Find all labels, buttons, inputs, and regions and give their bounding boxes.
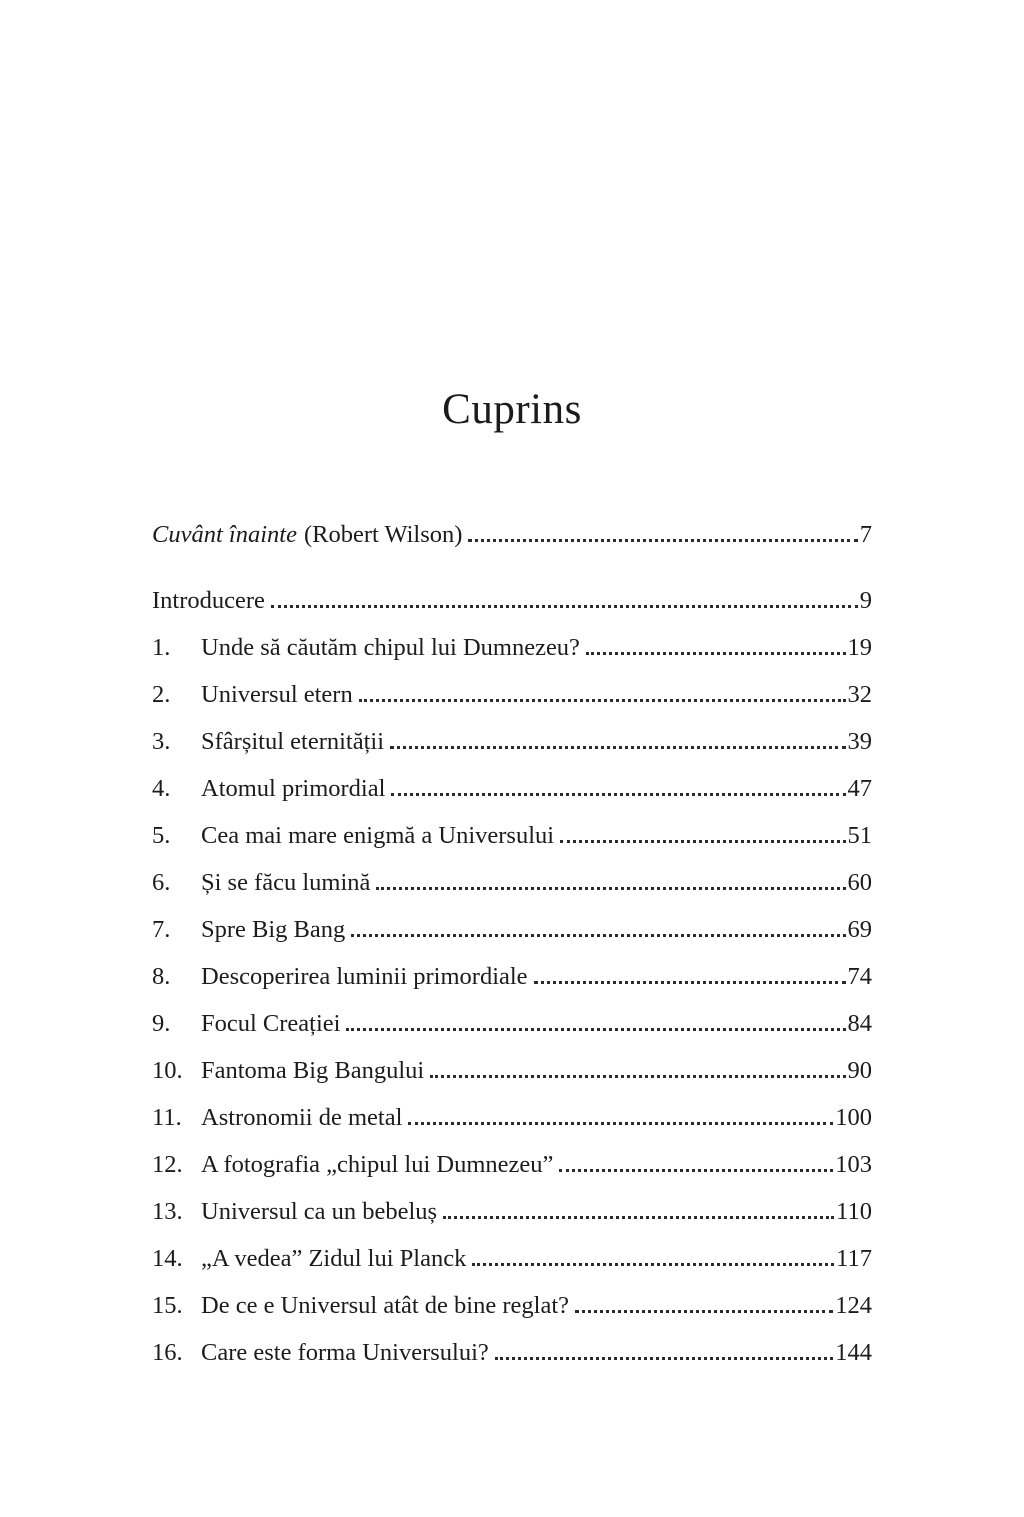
toc-entry <box>152 869 872 896</box>
dot-leader <box>390 746 845 749</box>
dot-leader <box>391 793 845 796</box>
toc-entry-number: 2. <box>152 681 171 709</box>
toc-entry-page: 60 <box>847 869 872 897</box>
toc-entry-page: 117 <box>836 1245 872 1273</box>
toc-entry-page: 39 <box>847 728 872 756</box>
dot-leader <box>559 1169 833 1172</box>
toc-entry <box>152 634 872 661</box>
toc-entry-page: 124 <box>835 1292 872 1320</box>
toc-entry-number: 16. <box>152 1339 183 1367</box>
dot-leader <box>586 652 846 655</box>
dot-leader <box>346 1028 845 1031</box>
toc-entry <box>152 963 872 990</box>
toc-entry-number: 15. <box>152 1292 183 1320</box>
dot-leader <box>443 1216 834 1219</box>
table-of-contents <box>152 521 872 1366</box>
toc-entry-label: Focul Creației <box>201 1010 341 1038</box>
dot-leader <box>575 1310 833 1313</box>
toc-entry-label: Cea mai mare enigmă a Universului <box>201 822 555 850</box>
toc-entry-page: 19 <box>847 634 872 662</box>
toc-entry-page: 90 <box>847 1057 872 1085</box>
dot-leader <box>351 934 845 937</box>
toc-entry-label: Și se făcu lumină <box>201 869 371 897</box>
toc-entry <box>152 775 872 802</box>
toc-entry-number: 7. <box>152 916 171 944</box>
dot-leader <box>472 1263 834 1266</box>
toc-entry <box>152 1198 872 1225</box>
toc-list <box>152 587 872 1366</box>
toc-entry-label: Atomul primordial <box>201 775 386 803</box>
toc-entry-page: 103 <box>835 1151 872 1179</box>
toc-entry <box>152 1151 872 1178</box>
page-title: Cuprins <box>442 386 582 433</box>
toc-entry-number: 3. <box>152 728 171 756</box>
toc-entry <box>152 728 872 755</box>
toc-entry-page: 32 <box>847 681 872 709</box>
toc-entry-page: 69 <box>847 916 872 944</box>
toc-entry-number: 1. <box>152 634 171 662</box>
toc-entry-label: Sfârșitul eternității <box>201 728 385 756</box>
toc-entry-label: De ce e Universul atât de bine reglat? <box>201 1292 570 1320</box>
toc-entry-page: 84 <box>847 1010 872 1038</box>
dot-leader <box>271 605 858 608</box>
toc-entry-number: 9. <box>152 1010 171 1038</box>
dot-leader <box>560 840 845 843</box>
toc-entry-number: 14. <box>152 1245 183 1273</box>
toc-entry <box>152 1245 872 1272</box>
toc-entry <box>152 916 872 943</box>
dot-leader <box>495 1357 833 1360</box>
dot-leader <box>376 887 845 890</box>
toc-entry-page: 47 <box>847 775 872 803</box>
toc-entry-number: 11. <box>152 1104 182 1132</box>
toc-foreword-label <box>152 521 462 548</box>
toc-entry-label: Descoperirea luminii primordiale <box>201 963 528 991</box>
toc-foreword-row <box>152 521 872 548</box>
toc-entry-page: 110 <box>836 1198 872 1226</box>
toc-foreword-title: Cuvânt înainte <box>152 521 297 549</box>
toc-entry-label: Astronomii de metal <box>201 1104 403 1132</box>
toc-entry <box>152 681 872 708</box>
toc-entry-label: Spre Big Bang <box>201 916 346 944</box>
dot-leader <box>408 1122 833 1125</box>
toc-entry-number: 10. <box>152 1057 183 1085</box>
toc-entry-page: 74 <box>847 963 872 991</box>
toc-entry <box>152 1339 872 1366</box>
toc-entry-page: 9 <box>859 587 872 615</box>
toc-entry <box>152 1292 872 1319</box>
toc-entry <box>152 822 872 849</box>
toc-entry-number: 13. <box>152 1198 183 1226</box>
toc-entry-label: A fotografia „chipul lui Dumnezeu” <box>201 1151 554 1179</box>
toc-entry-page: 100 <box>835 1104 872 1132</box>
toc-entry-label: Fantoma Big Bangului <box>201 1057 425 1085</box>
toc-entry-number: 6. <box>152 869 171 897</box>
toc-entry-page: 51 <box>847 822 872 850</box>
dot-leader <box>468 539 857 542</box>
toc-entry-label: Care este forma Universului? <box>201 1339 489 1367</box>
toc-entry <box>152 587 872 614</box>
toc-entry-number: 4. <box>152 775 171 803</box>
toc-entry-label: Universul ca un bebeluș <box>201 1198 438 1226</box>
toc-entry-number: 12. <box>152 1151 183 1179</box>
toc-entry <box>152 1104 872 1131</box>
dot-leader <box>359 699 846 702</box>
dot-leader <box>430 1075 845 1078</box>
toc-entry-label: Unde să căutăm chipul lui Dumnezeu? <box>201 634 580 662</box>
toc-entry-label: „A vedea” Zidul lui Planck <box>201 1245 467 1273</box>
toc-foreword-author: (Robert Wilson) <box>303 521 463 549</box>
toc-foreword-page: 7 <box>859 521 872 549</box>
toc-entry-page: 144 <box>835 1339 872 1367</box>
dot-leader <box>534 981 846 984</box>
toc-entry <box>152 1010 872 1037</box>
toc-entry-number: 8. <box>152 963 171 991</box>
toc-entry-label: Introducere <box>152 587 265 615</box>
toc-entry <box>152 1057 872 1084</box>
toc-entry-number: 5. <box>152 822 171 850</box>
toc-entry-label: Universul etern <box>201 681 353 709</box>
